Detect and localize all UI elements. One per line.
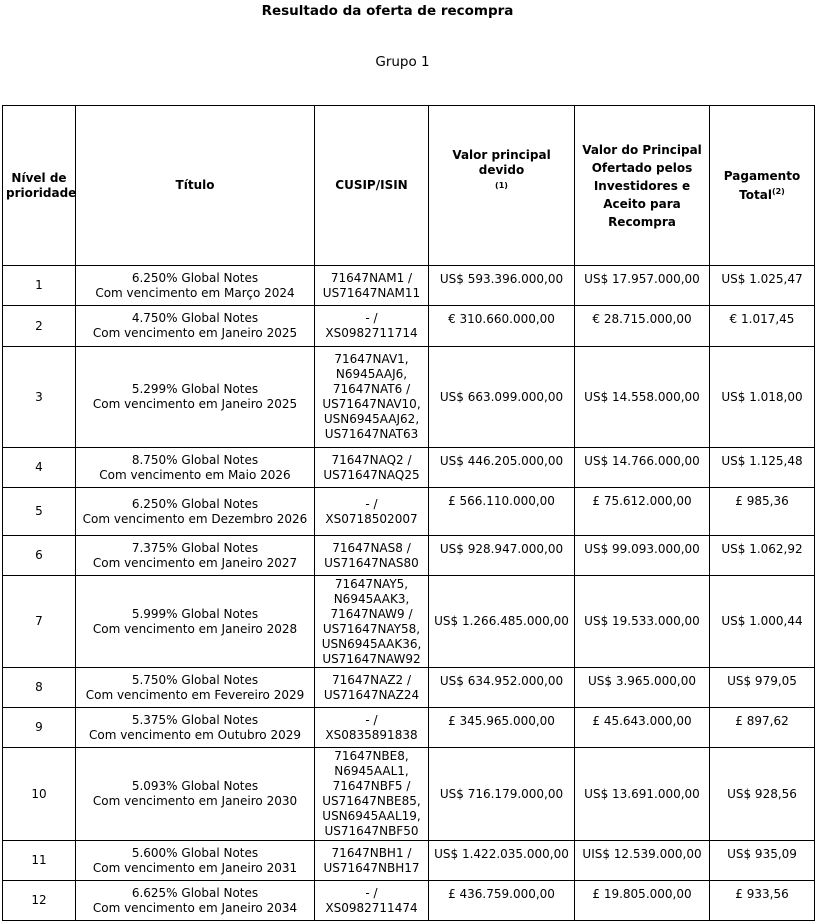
header-priority: Nível de prioridade: [3, 106, 76, 266]
principal-cell: £ 345.965.000,00: [429, 708, 575, 748]
cusip-code: USN6945AAL19,: [322, 809, 421, 823]
principal-cell: US$ 446.205.000,00: [429, 448, 575, 488]
cusip-cell: [315, 748, 429, 841]
cusip-cell: [315, 668, 429, 708]
maturity-text: Com vencimento em Outubro 2029: [88, 727, 301, 742]
cusip-code: 71647NAW9 /: [330, 606, 413, 621]
maturity-text: Com vencimento em Janeiro 2025: [92, 326, 298, 340]
cusip-code: USN6945AAJ62,: [323, 412, 420, 426]
offered-cell: US$ 99.093.000,00: [575, 536, 710, 576]
principal-cell: € 310.660.000,00: [429, 306, 575, 347]
offered-cell: US$ 14.558.000,00: [575, 347, 710, 448]
priority-cell: 7: [3, 576, 76, 668]
priority-cell: 4: [3, 448, 76, 488]
principal-cell: US$ 634.952.000,00: [429, 668, 575, 708]
principal-cell: £ 566.110.000,00: [429, 488, 575, 536]
cusip-code: 71647NAQ2 /: [331, 452, 412, 467]
title-cell: [76, 841, 315, 881]
maturity-text: Com vencimento em Janeiro 2030: [92, 794, 298, 808]
principal-cell: US$ 1.422.035.000,00: [429, 841, 575, 881]
page-title: Resultado da oferta de recompra: [261, 3, 514, 19]
cusip-cell: [315, 841, 429, 881]
title-cell: [76, 448, 315, 488]
cusip-code: US71647NAM11: [322, 285, 421, 300]
payment-cell: US$ 1.025,47: [710, 266, 815, 306]
cusip-code: - /: [365, 712, 378, 727]
cusip-code: US71647NBF50: [324, 824, 419, 838]
principal-cell: US$ 928.947.000,00: [429, 536, 575, 576]
group-heading: Grupo 1: [375, 54, 430, 70]
maturity-text: Com vencimento em Março 2024: [95, 285, 295, 300]
cusip-code: US71647NAS80: [324, 555, 419, 570]
header-payment-label: Pagamento Total: [723, 168, 801, 202]
title-cell: [76, 748, 315, 841]
cusip-cell: [315, 708, 429, 748]
note-name: 6.250% Global Notes: [131, 496, 259, 511]
maturity-text: Com vencimento em Dezembro 2026: [82, 511, 308, 526]
offered-cell: US$ 14.766.000,00: [575, 448, 710, 488]
cusip-code: US71647NBH17: [323, 860, 420, 875]
principal-cell: US$ 1.266.485.000,00: [429, 576, 575, 668]
note-name: 5.999% Global Notes: [131, 606, 259, 621]
cusip-code: US71647NAV10,: [322, 397, 421, 411]
table-row: [3, 306, 815, 347]
cusip-code: N6945AAK3,: [333, 591, 410, 606]
table-row: [3, 266, 815, 306]
payment-cell: US$ 1.062,92: [710, 536, 815, 576]
payment-cell: US$ 1.125,48: [710, 448, 815, 488]
priority-cell: 2: [3, 306, 76, 347]
priority-cell: 10: [3, 748, 76, 841]
priority-cell: 3: [3, 347, 76, 448]
maturity-text: Com vencimento em Janeiro 2025: [92, 397, 298, 411]
results-table: [2, 105, 815, 921]
note-name: 4.750% Global Notes: [131, 311, 259, 325]
cusip-code: 71647NBH1 /: [331, 845, 412, 860]
note-name: 6.250% Global Notes: [131, 270, 259, 285]
offered-cell: US$ 3.965.000,00: [575, 668, 710, 708]
title-cell: [76, 708, 315, 748]
title-cell: [76, 668, 315, 708]
maturity-text: Com vencimento em Janeiro 2034: [92, 900, 298, 915]
cusip-code: 71647NAT6 /: [332, 382, 411, 396]
cusip-code: US71647NAT63: [324, 427, 419, 441]
principal-cell: US$ 663.099.000,00: [429, 347, 575, 448]
maturity-text: Com vencimento em Fevereiro 2029: [85, 687, 305, 702]
table-row: [3, 708, 815, 748]
note-name: 7.375% Global Notes: [131, 540, 259, 555]
cusip-cell: [315, 488, 429, 536]
table-row: [3, 841, 815, 881]
cusip-code: XS0982711714: [325, 326, 418, 340]
cusip-code: 71647NAM1 /: [330, 270, 413, 285]
header-principal-note: (1): [495, 181, 508, 190]
maturity-text: Com vencimento em Janeiro 2028: [92, 621, 298, 636]
header-cusip: CUSIP/ISIN: [315, 106, 429, 266]
cusip-code: - /: [365, 311, 378, 325]
table-row: [3, 576, 815, 668]
cusip-code: 71647NAY5,: [334, 576, 409, 591]
cusip-cell: [315, 266, 429, 306]
offered-cell: £ 45.643.000,00: [575, 708, 710, 748]
header-payment: [710, 106, 815, 266]
note-name: 5.299% Global Notes: [131, 382, 259, 396]
priority-cell: 8: [3, 668, 76, 708]
cusip-code: - /: [365, 885, 378, 900]
cusip-cell: [315, 536, 429, 576]
offered-cell: US$ 13.691.000,00: [575, 748, 710, 841]
payment-cell: £ 985,36: [710, 488, 815, 536]
table-row: [3, 488, 815, 536]
cusip-code: N6945AAL1,: [334, 764, 409, 778]
table-row: [3, 748, 815, 841]
priority-cell: 1: [3, 266, 76, 306]
note-name: 5.093% Global Notes: [131, 779, 259, 793]
priority-cell: 11: [3, 841, 76, 881]
cusip-cell: [315, 347, 429, 448]
title-cell: [76, 576, 315, 668]
cusip-code: 71647NBF5 /: [332, 779, 411, 793]
header-payment-note: (2): [771, 186, 785, 196]
cusip-cell: [315, 576, 429, 668]
note-name: 5.750% Global Notes: [131, 672, 259, 687]
table-header-row: [3, 106, 815, 266]
note-name: 5.600% Global Notes: [131, 845, 259, 860]
table-row: [3, 448, 815, 488]
payment-cell: £ 897,62: [710, 708, 815, 748]
cusip-code: 71647NAV1,: [334, 352, 409, 366]
header-title: Título: [76, 106, 315, 266]
cusip-code: - /: [365, 496, 378, 511]
title-cell: [76, 306, 315, 347]
payment-cell: US$ 935,09: [710, 841, 815, 881]
principal-cell: US$ 593.396.000,00: [429, 266, 575, 306]
cusip-code: N6945AAJ6,: [335, 367, 408, 381]
header-principal-label: Valor principal devido: [452, 148, 551, 177]
offered-cell: £ 75.612.000,00: [575, 488, 710, 536]
title-cell: [76, 536, 315, 576]
table-row: [3, 668, 815, 708]
offered-cell: £ 19.805.000,00: [575, 881, 710, 921]
cusip-cell: [315, 448, 429, 488]
note-name: 6.625% Global Notes: [131, 885, 259, 900]
maturity-text: Com vencimento em Janeiro 2027: [92, 555, 298, 570]
note-name: 8.750% Global Notes: [131, 452, 259, 467]
cusip-code: 71647NBE8,: [334, 749, 409, 763]
priority-cell: 5: [3, 488, 76, 536]
offered-cell: US$ 19.533.000,00: [575, 576, 710, 668]
table-row: [3, 347, 815, 448]
title-cell: [76, 488, 315, 536]
payment-cell: US$ 1.000,44: [710, 576, 815, 668]
cusip-code: 71647NAZ2 /: [331, 672, 412, 687]
principal-cell: £ 436.759.000,00: [429, 881, 575, 921]
table-row: [3, 881, 815, 921]
header-offered: Valor do Principal Ofertado pelos Investidores e Aceito para Recompra: [575, 106, 710, 266]
cusip-code: XS0982711474: [325, 900, 418, 915]
payment-cell: US$ 979,05: [710, 668, 815, 708]
priority-cell: 6: [3, 536, 76, 576]
title-cell: [76, 347, 315, 448]
cusip-code: US71647NAY58,: [322, 621, 421, 636]
maturity-text: Com vencimento em Janeiro 2031: [92, 860, 298, 875]
title-cell: [76, 266, 315, 306]
cusip-code: US71647NAZ24: [323, 687, 420, 702]
principal-cell: US$ 716.179.000,00: [429, 748, 575, 841]
cusip-code: US71647NBE85,: [322, 794, 421, 808]
cusip-code: XS0718502007: [325, 511, 418, 526]
offered-cell: € 28.715.000,00: [575, 306, 710, 347]
cusip-code: USN6945AAK36,: [321, 636, 422, 651]
note-name: 5.375% Global Notes: [131, 712, 259, 727]
cusip-cell: [315, 306, 429, 347]
offered-cell: US$ 17.957.000,00: [575, 266, 710, 306]
cusip-code: US71647NAW92: [322, 651, 421, 666]
cusip-code: US71647NAQ25: [323, 467, 420, 482]
maturity-text: Com vencimento em Maio 2026: [99, 467, 291, 482]
payment-cell: US$ 1.018,00: [710, 347, 815, 448]
cusip-code: 71647NAS8 /: [332, 540, 411, 555]
title-cell: [76, 881, 315, 921]
priority-cell: 9: [3, 708, 76, 748]
cusip-code: XS0835891838: [325, 727, 418, 742]
payment-cell: £ 933,56: [710, 881, 815, 921]
header-principal: [429, 106, 575, 266]
payment-cell: € 1.017,45: [710, 306, 815, 347]
priority-cell: 12: [3, 881, 76, 921]
cusip-cell: [315, 881, 429, 921]
offered-cell: UIS$ 12.539.000,00: [575, 841, 710, 881]
table-row: [3, 536, 815, 576]
payment-cell: US$ 928,56: [710, 748, 815, 841]
